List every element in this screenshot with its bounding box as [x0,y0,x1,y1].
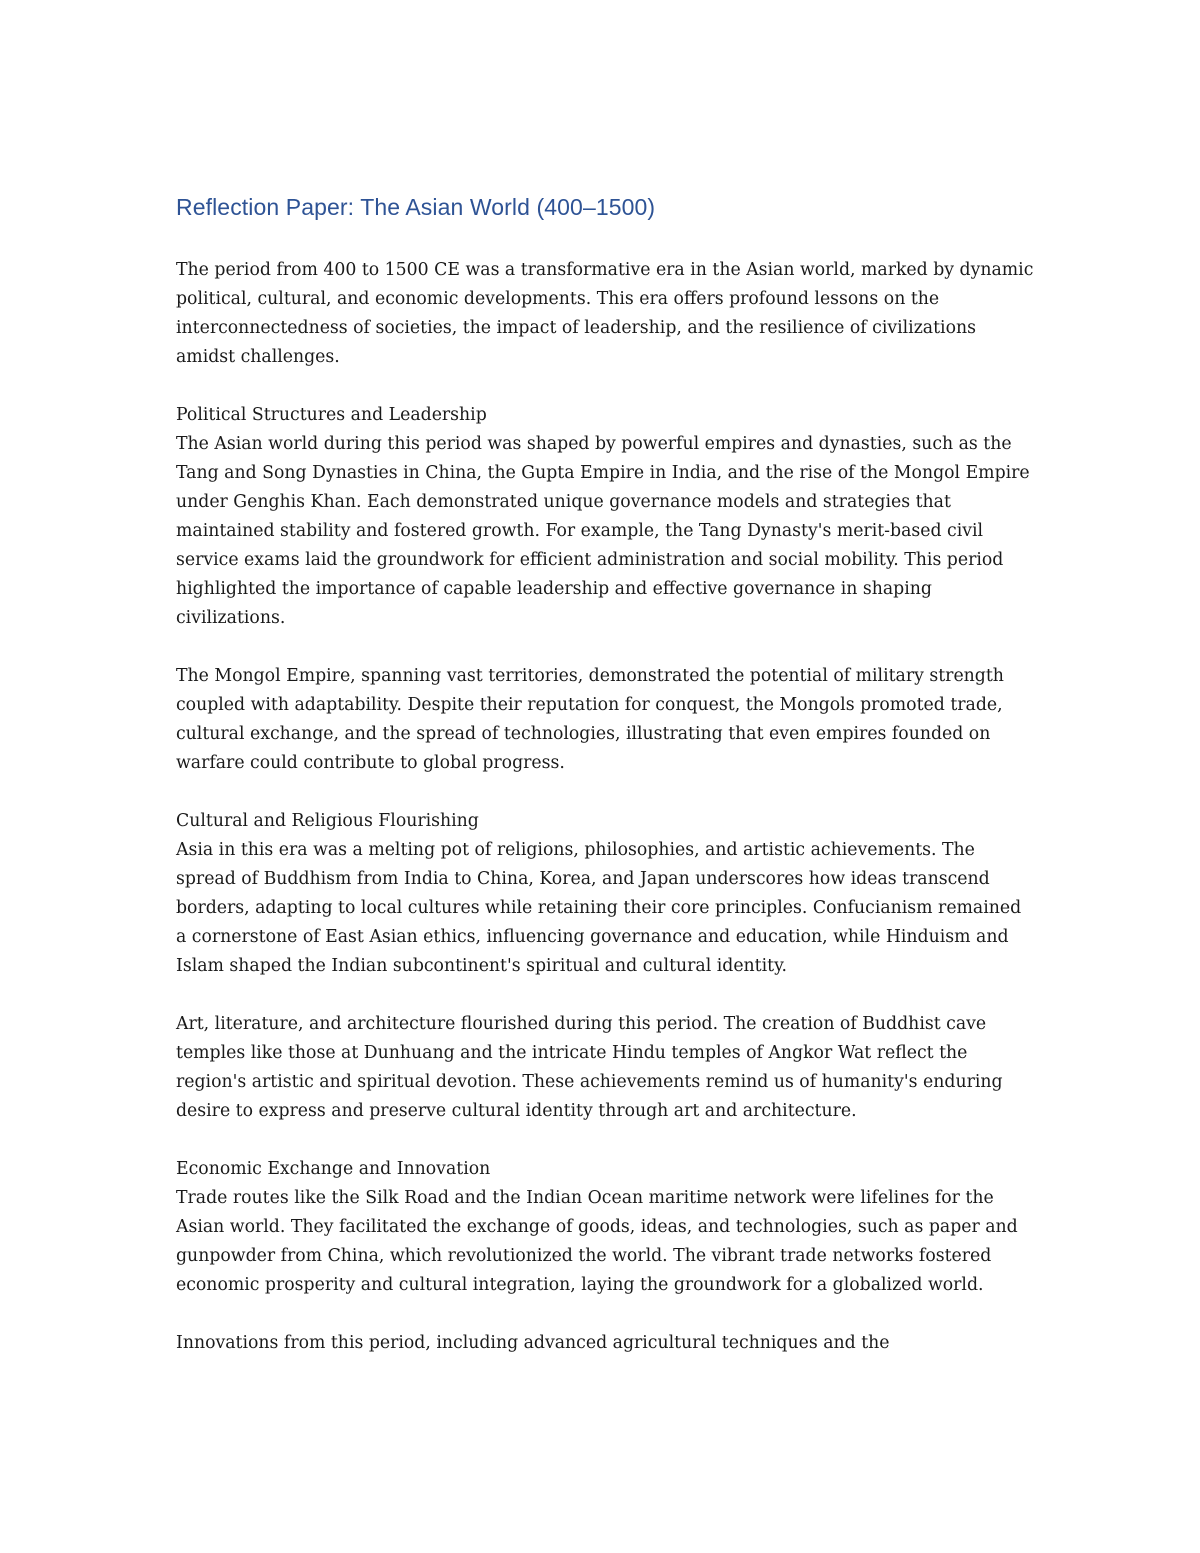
section-heading-cultural: Cultural and Religious Flourishing [176,811,479,831]
section-heading-political: Political Structures and Leadership [176,405,487,425]
section-paragraph: Innovations from this period, including advanced agricultural techniques and the [176,1333,890,1353]
section-paragraph: The Mongol Empire, spanning vast territories, demonstrated the potential of military strength coupled with adaptability. Despite their reputation for conquest, the Mongols promoted trade, cultural exchange, and the spread of technologies, illustrating that even empires founded on warfare could contribute to global progress. [176,666,1004,773]
document-body [176,190,1036,1358]
section-paragraph: Trade routes like the Silk Road and the Indian Ocean maritime network were lifelines for the Asian world. They facilitated the exchange of goods, ideas, and technologies, such as paper and gunpowder from China, which revolutionized the world. The vibrant trade networks fostered economic prosperity and cultural integration, laying the groundwork for a globalized world. [176,1188,1018,1295]
section-paragraph: Asia in this era was a melting pot of religions, philosophies, and artistic achievements. The spread of Buddhism from India to China, Korea, and Japan underscores how ideas transcend borders, adapting to local cultures while retaining their core principles. Confucianism remained a cornerstone of East Asian ethics, influencing governance and education, while Hinduism and Islam shaped the Indian subcontinent's spiritual and cultural identity. [176,840,1022,976]
section-paragraph: Art, literature, and architecture flourished during this period. The creation of Buddhist cave temples like those at Dunhuang and the intricate Hindu temples of Angkor Wat reflect the region's artistic and spiritual devotion. These achievements remind us of humanity's enduring desire to express and preserve cultural identity through art and architecture. [176,1014,1003,1121]
intro-paragraph: The period from 400 to 1500 CE was a transformative era in the Asian world, marked by dynamic political, cultural, and economic developments. This era offers profound lessons on the interconnectedness of societies, the impact of leadership, and the resilience of civilizations amidst challenges. [176,260,1034,367]
section-heading-economic: Economic Exchange and Innovation [176,1159,491,1179]
document-title: Reflection Paper: The Asian World (400–1500) [176,194,656,220]
section-paragraph: The Asian world during this period was shaped by powerful empires and dynasties, such as the Tang and Song Dynasties in China, the Gupta Empire in India, and the rise of the Mongol Empire under Genghis Khan. Each demonstrated unique governance models and strategies that maintained stability and fostered growth. For example, the Tang Dynasty's merit-based civil service exams laid the groundwork for efficient administration and social mobility. This period highlighted the importance of capable leadership and effective governance in shaping civilizations. [176,434,1030,628]
